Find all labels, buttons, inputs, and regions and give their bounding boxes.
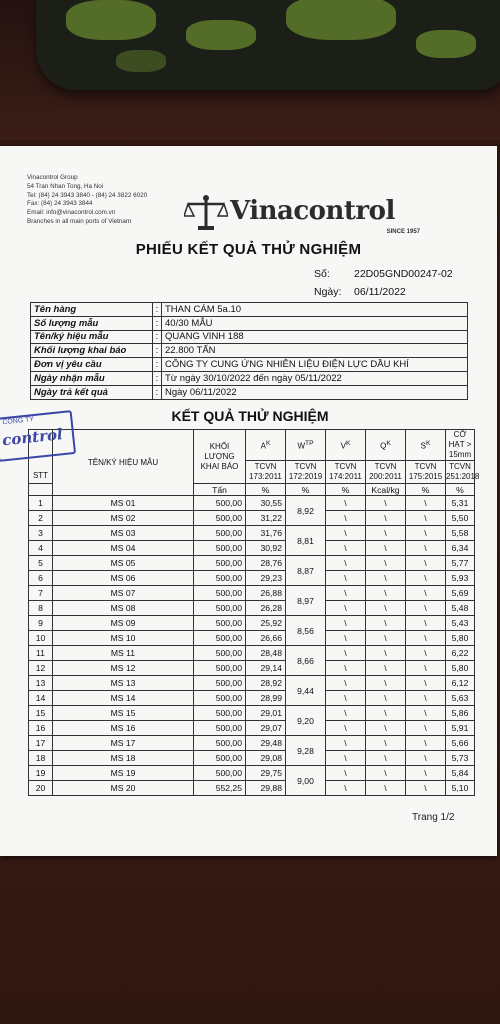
cell-V: \ xyxy=(326,736,366,751)
cell-S: \ xyxy=(406,661,446,676)
info-value: THAN CÁM 5a.10 xyxy=(162,303,468,317)
cell-name: MS 15 xyxy=(53,706,194,721)
cell-size: 5,69 xyxy=(446,586,475,601)
cell-S: \ xyxy=(406,571,446,586)
cell-mass: 500,00 xyxy=(194,661,246,676)
header-moisture-symbol: W xyxy=(297,441,306,451)
info-label: Khối lượng khai báo xyxy=(31,344,153,358)
info-row xyxy=(31,358,468,372)
cell-stt: 15 xyxy=(29,706,53,721)
cell-moisture: 8,56 xyxy=(286,616,326,646)
cell-Q: \ xyxy=(366,706,406,721)
cell-stt: 10 xyxy=(29,631,53,646)
cell-V: \ xyxy=(326,541,366,556)
std-calorific: TCVN 200:2011 xyxy=(366,461,406,484)
mat-pattern xyxy=(116,50,166,72)
cell-stt: 1 xyxy=(29,496,53,511)
info-row xyxy=(31,344,468,358)
cell-A: 26,28 xyxy=(246,601,286,616)
company-line: Fax: (84) 24 3943 3844 xyxy=(27,200,93,208)
cell-moisture: 8,92 xyxy=(286,496,326,526)
cell-Q: \ xyxy=(366,661,406,676)
cell-name: MS 14 xyxy=(53,691,194,706)
cell-stt: 11 xyxy=(29,646,53,661)
info-label: Ngày nhận mẫu xyxy=(31,371,153,385)
logo-wordmark: Vinacontrol xyxy=(230,196,395,226)
cell-stt: 20 xyxy=(29,781,53,796)
table-row xyxy=(29,766,475,781)
table-row xyxy=(29,526,475,541)
cell-V: \ xyxy=(326,781,366,796)
info-separator: : xyxy=(153,316,162,330)
cell-name: MS 13 xyxy=(53,676,194,691)
info-separator: : xyxy=(153,344,162,358)
company-stamp xyxy=(0,410,76,462)
info-label: Tên hàng xyxy=(31,303,153,317)
info-separator: : xyxy=(153,330,162,344)
header-sample-name: TÊN/KÝ HIỆU MẪU xyxy=(53,430,194,496)
header-mass: KHỐI LƯỢNG KHAI BÁO xyxy=(194,430,246,484)
cell-name: MS 08 xyxy=(53,601,194,616)
cell-A: 28,76 xyxy=(246,556,286,571)
cell-Q: \ xyxy=(366,616,406,631)
cell-mass: 500,00 xyxy=(194,541,246,556)
cell-S: \ xyxy=(406,526,446,541)
cell-V: \ xyxy=(326,556,366,571)
table-row xyxy=(29,736,475,751)
cell-size: 5,91 xyxy=(446,721,475,736)
cell-stt: 2 xyxy=(29,511,53,526)
cell-size: 5,50 xyxy=(446,511,475,526)
cell-stt: 9 xyxy=(29,616,53,631)
cell-S: \ xyxy=(406,601,446,616)
table-row xyxy=(29,691,475,706)
cell-size: 6,22 xyxy=(446,646,475,661)
cell-name: MS 02 xyxy=(53,511,194,526)
cell-S: \ xyxy=(406,616,446,631)
report-date-value: 06/11/2022 xyxy=(354,286,406,298)
info-label: Đơn vị yêu cầu xyxy=(31,358,153,372)
report-number xyxy=(314,268,453,280)
cell-mass: 500,00 xyxy=(194,751,246,766)
cutting-mat xyxy=(36,0,500,90)
cell-A: 26,88 xyxy=(246,586,286,601)
cell-Q: \ xyxy=(366,751,406,766)
cell-size: 5,58 xyxy=(446,526,475,541)
cell-size: 5,66 xyxy=(446,736,475,751)
cell-S: \ xyxy=(406,766,446,781)
cell-name: MS 07 xyxy=(53,586,194,601)
info-separator: : xyxy=(153,303,162,317)
table-row xyxy=(29,721,475,736)
cell-mass: 500,00 xyxy=(194,586,246,601)
table-row xyxy=(29,541,475,556)
cell-V: \ xyxy=(326,721,366,736)
cell-Q: \ xyxy=(366,631,406,646)
report-number-label: Số: xyxy=(314,268,330,280)
info-row xyxy=(31,316,468,330)
cell-name: MS 19 xyxy=(53,766,194,781)
cell-size: 5,84 xyxy=(446,766,475,781)
info-row xyxy=(31,330,468,344)
info-separator: : xyxy=(153,358,162,372)
report-date-label: Ngày: xyxy=(314,286,342,298)
cell-S: \ xyxy=(406,751,446,766)
cell-V: \ xyxy=(326,586,366,601)
header-moisture-sup: TP xyxy=(305,439,314,447)
info-value: Từ ngày 30/10/2022 đến ngày 05/11/2022 xyxy=(162,371,468,385)
report-date xyxy=(314,286,406,298)
cell-Q: \ xyxy=(366,571,406,586)
cell-mass: 500,00 xyxy=(194,631,246,646)
cell-V: \ xyxy=(326,511,366,526)
cell-size: 5,80 xyxy=(446,661,475,676)
cell-A: 29,23 xyxy=(246,571,286,586)
cell-Q: \ xyxy=(366,526,406,541)
header-row xyxy=(29,430,475,461)
header-sulfur-sup: K xyxy=(425,439,431,447)
cell-S: \ xyxy=(406,631,446,646)
cell-mass: 500,00 xyxy=(194,556,246,571)
table-row xyxy=(29,631,475,646)
cell-name: MS 11 xyxy=(53,646,194,661)
company-address-block xyxy=(27,174,147,227)
std-moisture: TCVN 172:2019 xyxy=(286,461,326,484)
cell-size: 5,80 xyxy=(446,631,475,646)
table-row xyxy=(29,601,475,616)
cell-name: MS 04 xyxy=(53,541,194,556)
cell-stt: 12 xyxy=(29,661,53,676)
cell-S: \ xyxy=(406,556,446,571)
cell-mass: 500,00 xyxy=(194,526,246,541)
cell-S: \ xyxy=(406,541,446,556)
cell-A: 29,07 xyxy=(246,721,286,736)
cell-Q: \ xyxy=(366,511,406,526)
unit-sulfur: % xyxy=(406,484,446,496)
cell-A: 29,14 xyxy=(246,661,286,676)
cell-size: 5,48 xyxy=(446,601,475,616)
cell-V: \ xyxy=(326,631,366,646)
cell-mass: 500,00 xyxy=(194,676,246,691)
cell-mass: 500,00 xyxy=(194,496,246,511)
cell-S: \ xyxy=(406,511,446,526)
cell-S: \ xyxy=(406,706,446,721)
cell-size: 5,63 xyxy=(446,691,475,706)
cell-size: 5,31 xyxy=(446,496,475,511)
cell-Q: \ xyxy=(366,541,406,556)
cell-mass: 500,00 xyxy=(194,571,246,586)
cell-Q: \ xyxy=(366,676,406,691)
info-value: QUANG VINH 188 xyxy=(162,330,468,344)
cell-mass: 500,00 xyxy=(194,601,246,616)
cell-Q: \ xyxy=(366,586,406,601)
cell-stt: 19 xyxy=(29,766,53,781)
document-title: PHIẾU KẾT QUẢ THỬ NGHIỆM xyxy=(135,241,362,258)
header-ash xyxy=(246,430,286,461)
results-table xyxy=(28,429,480,796)
table-row xyxy=(29,571,475,586)
cell-Q: \ xyxy=(366,721,406,736)
cell-A: 30,55 xyxy=(246,496,286,511)
info-label: Ngày trả kết quả xyxy=(31,385,153,399)
cell-moisture: 8,81 xyxy=(286,526,326,556)
cell-name: MS 03 xyxy=(53,526,194,541)
mat-pattern xyxy=(186,20,256,50)
cell-S: \ xyxy=(406,781,446,796)
unit-ash: % xyxy=(246,484,286,496)
cell-mass: 500,00 xyxy=(194,736,246,751)
unit-volatile: % xyxy=(326,484,366,496)
unit-moisture: % xyxy=(286,484,326,496)
table-row xyxy=(29,646,475,661)
info-row xyxy=(31,371,468,385)
cell-S: \ xyxy=(406,721,446,736)
header-calorific-sup: K xyxy=(386,439,391,447)
cell-name: MS 06 xyxy=(53,571,194,586)
table-row xyxy=(29,661,475,676)
cell-mass: 500,00 xyxy=(194,616,246,631)
cell-V: \ xyxy=(326,691,366,706)
cell-moisture: 8,66 xyxy=(286,646,326,676)
cell-Q: \ xyxy=(366,781,406,796)
cell-mass: 500,00 xyxy=(194,766,246,781)
cell-moisture: 9,44 xyxy=(286,676,326,706)
cell-V: \ xyxy=(326,571,366,586)
unit-size: % xyxy=(446,484,475,496)
cell-S: \ xyxy=(406,646,446,661)
mat-pattern xyxy=(66,0,156,40)
header-stt: STT xyxy=(29,430,53,484)
cell-mass: 500,00 xyxy=(194,721,246,736)
cell-Q: \ xyxy=(366,736,406,751)
cell-stt: 3 xyxy=(29,526,53,541)
cell-stt: 5 xyxy=(29,556,53,571)
cell-A: 26,66 xyxy=(246,631,286,646)
info-label: Tên/ký hiệu mẫu xyxy=(31,330,153,344)
cell-A: 29,08 xyxy=(246,751,286,766)
table-row xyxy=(29,706,475,721)
cell-moisture: 8,97 xyxy=(286,586,326,616)
cell-stt: 7 xyxy=(29,586,53,601)
std-ash: TCVN 173:2011 xyxy=(246,461,286,484)
cell-Q: \ xyxy=(366,601,406,616)
info-value: 40/30 MẪU xyxy=(162,316,468,330)
cell-A: 29,88 xyxy=(246,781,286,796)
info-row xyxy=(31,303,468,317)
cell-stt: 8 xyxy=(29,601,53,616)
cell-Q: \ xyxy=(366,496,406,511)
cell-size: 5,73 xyxy=(446,751,475,766)
std-volatile: TCVN 174:2011 xyxy=(326,461,366,484)
header-sulfur xyxy=(406,430,446,461)
cell-stt: 6 xyxy=(29,571,53,586)
header-ash-sup: K xyxy=(265,439,271,447)
cell-mass: 500,00 xyxy=(194,511,246,526)
table-row xyxy=(29,781,475,796)
unit-stt-blank xyxy=(29,484,53,496)
header-volatile xyxy=(326,430,366,461)
cell-name: MS 17 xyxy=(53,736,194,751)
cell-name: MS 12 xyxy=(53,661,194,676)
table-row xyxy=(29,676,475,691)
info-value: 22.800 TẤN xyxy=(162,344,468,358)
stamp-line-1: CÔNG TY xyxy=(2,416,35,427)
header-size: CỠ HẠT > 15mm xyxy=(446,430,475,461)
cell-A: 28,92 xyxy=(246,676,286,691)
page-number: Trang 1/2 xyxy=(412,812,455,823)
cell-name: MS 09 xyxy=(53,616,194,631)
cell-S: \ xyxy=(406,736,446,751)
cell-S: \ xyxy=(406,691,446,706)
cell-A: 29,01 xyxy=(246,706,286,721)
cell-V: \ xyxy=(326,766,366,781)
cell-stt: 17 xyxy=(29,736,53,751)
info-row xyxy=(31,385,468,399)
cell-A: 28,99 xyxy=(246,691,286,706)
cell-name: MS 20 xyxy=(53,781,194,796)
info-value: CÔNG TY CUNG ỨNG NHIÊN LIỆU ĐIỆN LỰC DẦU KHÍ xyxy=(162,358,468,372)
table-row xyxy=(29,616,475,631)
cell-A: 28,48 xyxy=(246,646,286,661)
cell-name: MS 18 xyxy=(53,751,194,766)
cell-V: \ xyxy=(326,526,366,541)
cell-A: 31,22 xyxy=(246,511,286,526)
header-calorific xyxy=(366,430,406,461)
cell-size: 5,43 xyxy=(446,616,475,631)
company-line: Vinacontrol Group xyxy=(27,174,78,181)
sample-info-table xyxy=(30,302,468,400)
cell-size: 5,10 xyxy=(446,781,475,796)
cell-S: \ xyxy=(406,496,446,511)
cell-V: \ xyxy=(326,496,366,511)
cell-A: 31,76 xyxy=(246,526,286,541)
cell-V: \ xyxy=(326,616,366,631)
cell-stt: 4 xyxy=(29,541,53,556)
info-separator: : xyxy=(153,371,162,385)
cell-moisture: 9,00 xyxy=(286,766,326,796)
scales-icon xyxy=(184,194,228,232)
cell-mass: 500,00 xyxy=(194,646,246,661)
result-rows xyxy=(29,496,475,796)
company-line: Tel: (84) 24 3943 3840 - (84) 24 3822 6020 xyxy=(27,191,148,199)
header-ash-symbol: A xyxy=(260,441,266,451)
company-line: Email: info@vinacontrol.com.vn xyxy=(27,209,116,217)
cell-S: \ xyxy=(406,586,446,601)
cell-stt: 16 xyxy=(29,721,53,736)
header-sulfur-symbol: S xyxy=(420,441,426,451)
company-line: 54 Tran Nhan Tong, Ha Noi xyxy=(27,182,104,190)
cell-size: 5,86 xyxy=(446,706,475,721)
unit-mass: Tấn xyxy=(194,484,246,496)
cell-size: 6,12 xyxy=(446,676,475,691)
info-separator: : xyxy=(153,385,162,399)
info-value: Ngày 06/11/2022 xyxy=(162,385,468,399)
vinacontrol-logo xyxy=(184,194,424,240)
mat-pattern xyxy=(286,0,396,40)
unit-calorific: Kcal/kg xyxy=(366,484,406,496)
info-label: Số lượng mẫu xyxy=(31,316,153,330)
cell-Q: \ xyxy=(366,691,406,706)
cell-name: MS 16 xyxy=(53,721,194,736)
cell-V: \ xyxy=(326,601,366,616)
cell-Q: \ xyxy=(366,556,406,571)
cell-stt: 13 xyxy=(29,676,53,691)
table-row xyxy=(29,496,475,511)
cell-A: 25,92 xyxy=(246,616,286,631)
cell-A: 29,48 xyxy=(246,736,286,751)
header-volatile-symbol: V xyxy=(340,441,346,451)
std-size: TCVN 251:2018 xyxy=(446,461,475,484)
header-moisture xyxy=(286,430,326,461)
table-row xyxy=(29,556,475,571)
company-line: Branches in all main ports of Vietnam xyxy=(27,217,132,225)
results-title: KẾT QUẢ THỬ NGHIỆM xyxy=(171,408,329,424)
header-calorific-symbol: Q xyxy=(380,441,387,451)
cell-A: 30,92 xyxy=(246,541,286,556)
report-number-value: 22D05GND00247-02 xyxy=(354,268,453,280)
cell-Q: \ xyxy=(366,766,406,781)
cell-name: MS 10 xyxy=(53,631,194,646)
cell-Q: \ xyxy=(366,646,406,661)
cell-name: MS 01 xyxy=(53,496,194,511)
cell-mass: 500,00 xyxy=(194,691,246,706)
cell-A: 29,75 xyxy=(246,766,286,781)
cell-V: \ xyxy=(326,676,366,691)
cell-mass: 552,25 xyxy=(194,781,246,796)
cell-V: \ xyxy=(326,751,366,766)
cell-name: MS 05 xyxy=(53,556,194,571)
std-sulfur: TCVN 175:2015 xyxy=(406,461,446,484)
cell-stt: 14 xyxy=(29,691,53,706)
table-row xyxy=(29,511,475,526)
test-report-paper xyxy=(0,146,497,856)
cell-mass: 500,00 xyxy=(194,706,246,721)
cell-size: 5,93 xyxy=(446,571,475,586)
cell-V: \ xyxy=(326,646,366,661)
cell-V: \ xyxy=(326,661,366,676)
cell-stt: 18 xyxy=(29,751,53,766)
cell-moisture: 8,87 xyxy=(286,556,326,586)
logo-since: SINCE 1957 xyxy=(386,229,420,235)
mat-pattern xyxy=(416,30,476,58)
cell-moisture: 9,20 xyxy=(286,706,326,736)
cell-V: \ xyxy=(326,706,366,721)
cell-size: 6,34 xyxy=(446,541,475,556)
stamp-line-2: control xyxy=(1,425,64,450)
cell-S: \ xyxy=(406,676,446,691)
table-row xyxy=(29,751,475,766)
cell-moisture: 9,28 xyxy=(286,736,326,766)
header-volatile-sup: K xyxy=(345,439,351,447)
cell-size: 5,77 xyxy=(446,556,475,571)
table-row xyxy=(29,586,475,601)
